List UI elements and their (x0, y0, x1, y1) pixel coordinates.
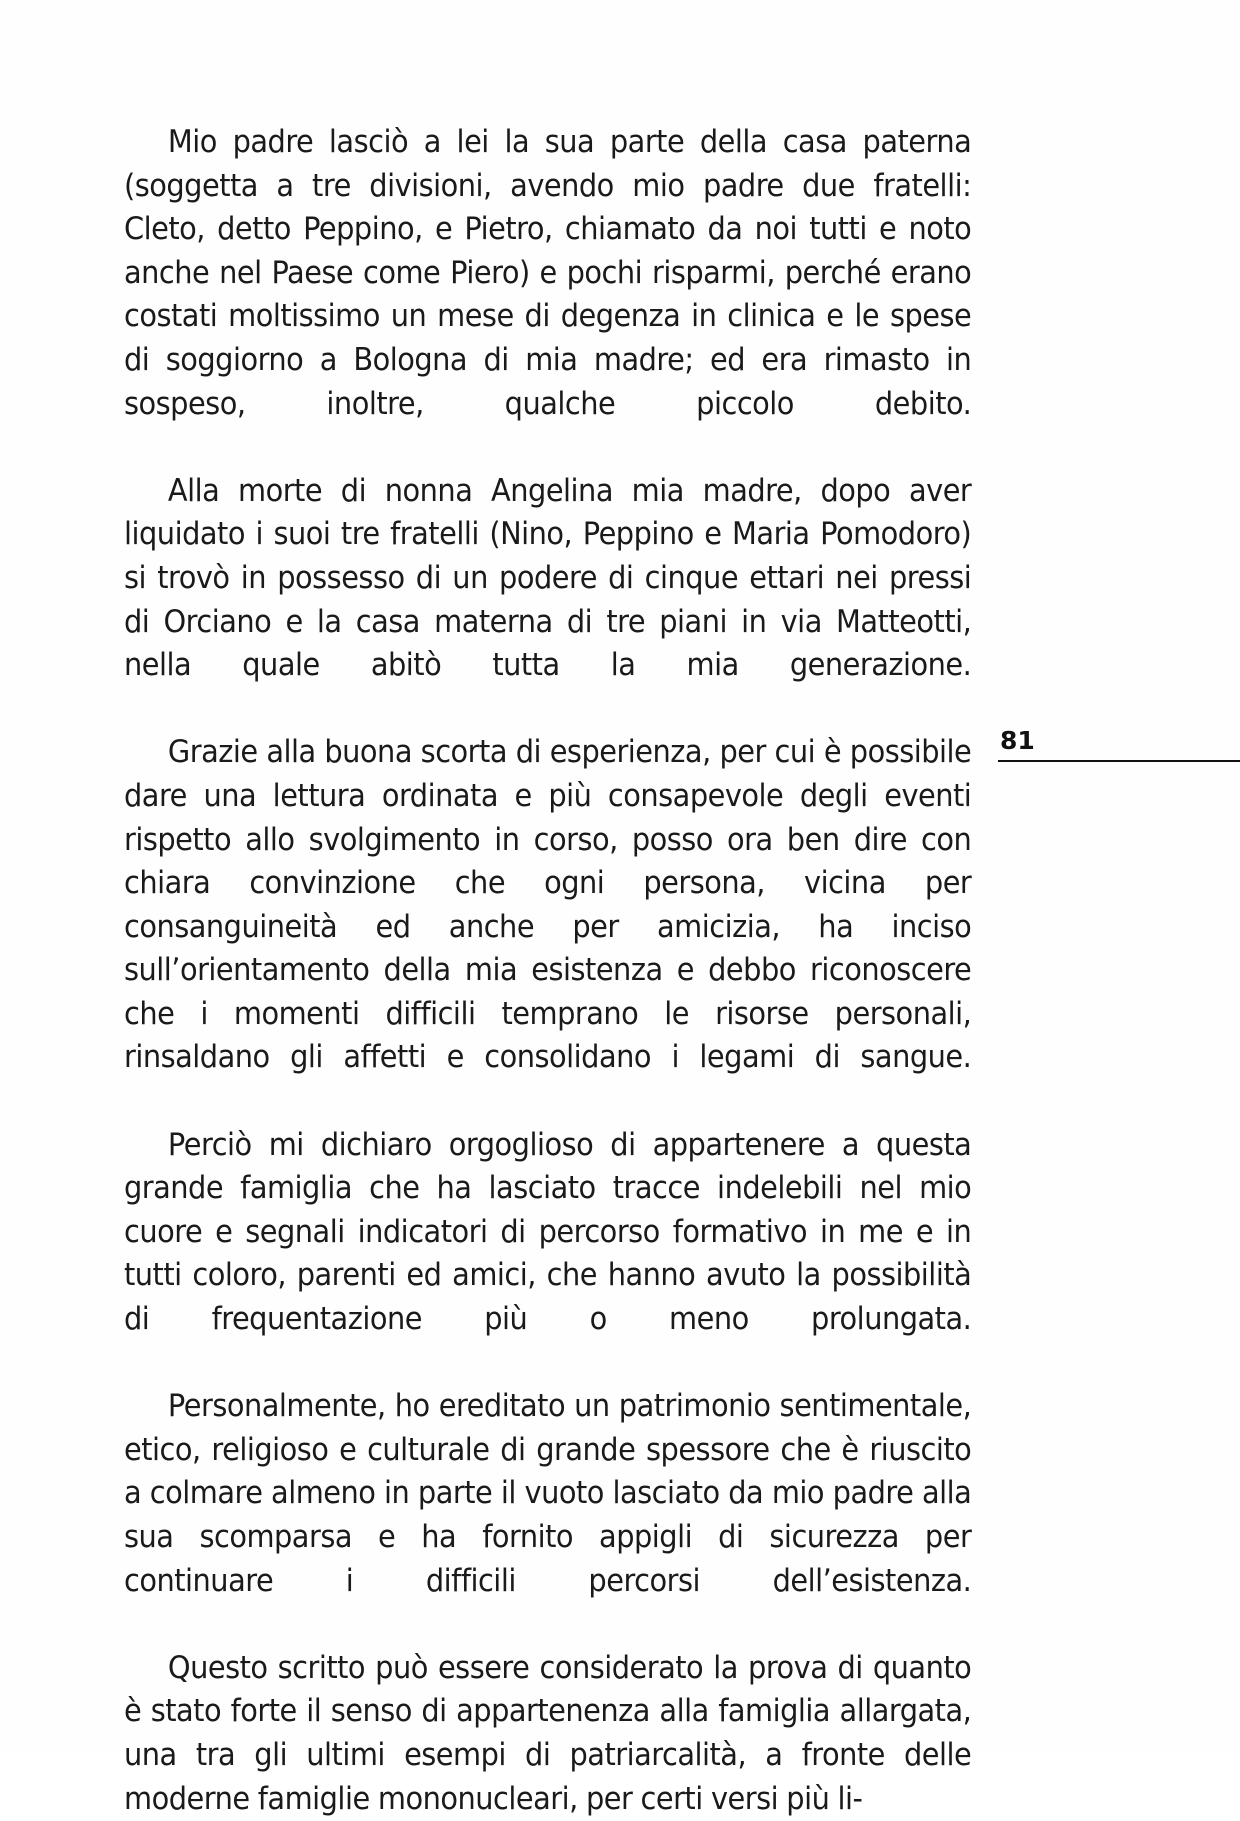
paragraph-3: Grazie alla buona scorta di esperienza, per cui è possibile dare una lettura ordinata e più consapevole degli eventi rispetto allo svolgimento in corso, posso ora ben dire con chiara convinzione che ogni persona, vicina per consanguineità ed anche per amicizia, ha inciso sull’orientamento della mia esistenza e debbo riconoscere che i momenti difficili temprano le risorse personali, rinsaldano gli affetti e consolidano i legami di sangue. (124, 734, 972, 1076)
paragraph-5: Personalmente, ho ereditato un patrimonio sentimentale, etico, religioso e culturale di grande spessore che è riuscito a colmare almeno in parte il vuoto lasciato da mio padre alla sua scomparsa e ha fornito appigli di sicurezza per continuare i difficili percorsi dell’esistenza. (124, 1388, 972, 1599)
paragraph-2: Alla morte di nonna Angelina mia madre, dopo aver liquidato i suoi tre fratelli (Nino, Peppino e Maria Pomodoro) si trovò in possesso di un podere di cinque ettari nei pressi di Orciano e la casa materna di tre piani in via Matteotti, nella quale abitò tutta la mia generazione. (124, 472, 972, 684)
page-number-block (996, 726, 1240, 762)
paragraph-1: Mio padre lasciò a lei la sua parte della casa paterna (soggetta a tre divisioni, avendo mio padre due fratelli: Cleto, detto Peppino, e Pietro, chiamato da noi tutti e noto anche nel Paese come Piero) e pochi risparmi, perché erano costati moltissimo un mese di degenza in clinica e le spese di soggiorno a Bologna di mia madre; ed era rimasto in sospeso, inoltre, qualche piccolo debito. (124, 124, 972, 422)
body-text-column (124, 121, 972, 1821)
page-number: 81 (1000, 726, 1035, 755)
paragraph-4: Perciò mi dichiaro orgoglioso di appartenere a questa grande famiglia che ha lasciato tracce indelebili nel mio cuore e segnali indicatori di percorso formativo in me e in tutti coloro, parenti ed amici, che hanno avuto la possibilità di frequentazione più o meno prolungata. (124, 1126, 972, 1338)
paragraph-6: Questo scritto può essere considerato la prova di quanto è stato forte il senso di appartenenza alla famiglia allargata, una tra gli ultimi esempi di patriarcalità, a fronte delle moderne famiglie mononucleari, per certi versi più li- (124, 1649, 972, 1817)
page-number-rule (998, 760, 1240, 762)
